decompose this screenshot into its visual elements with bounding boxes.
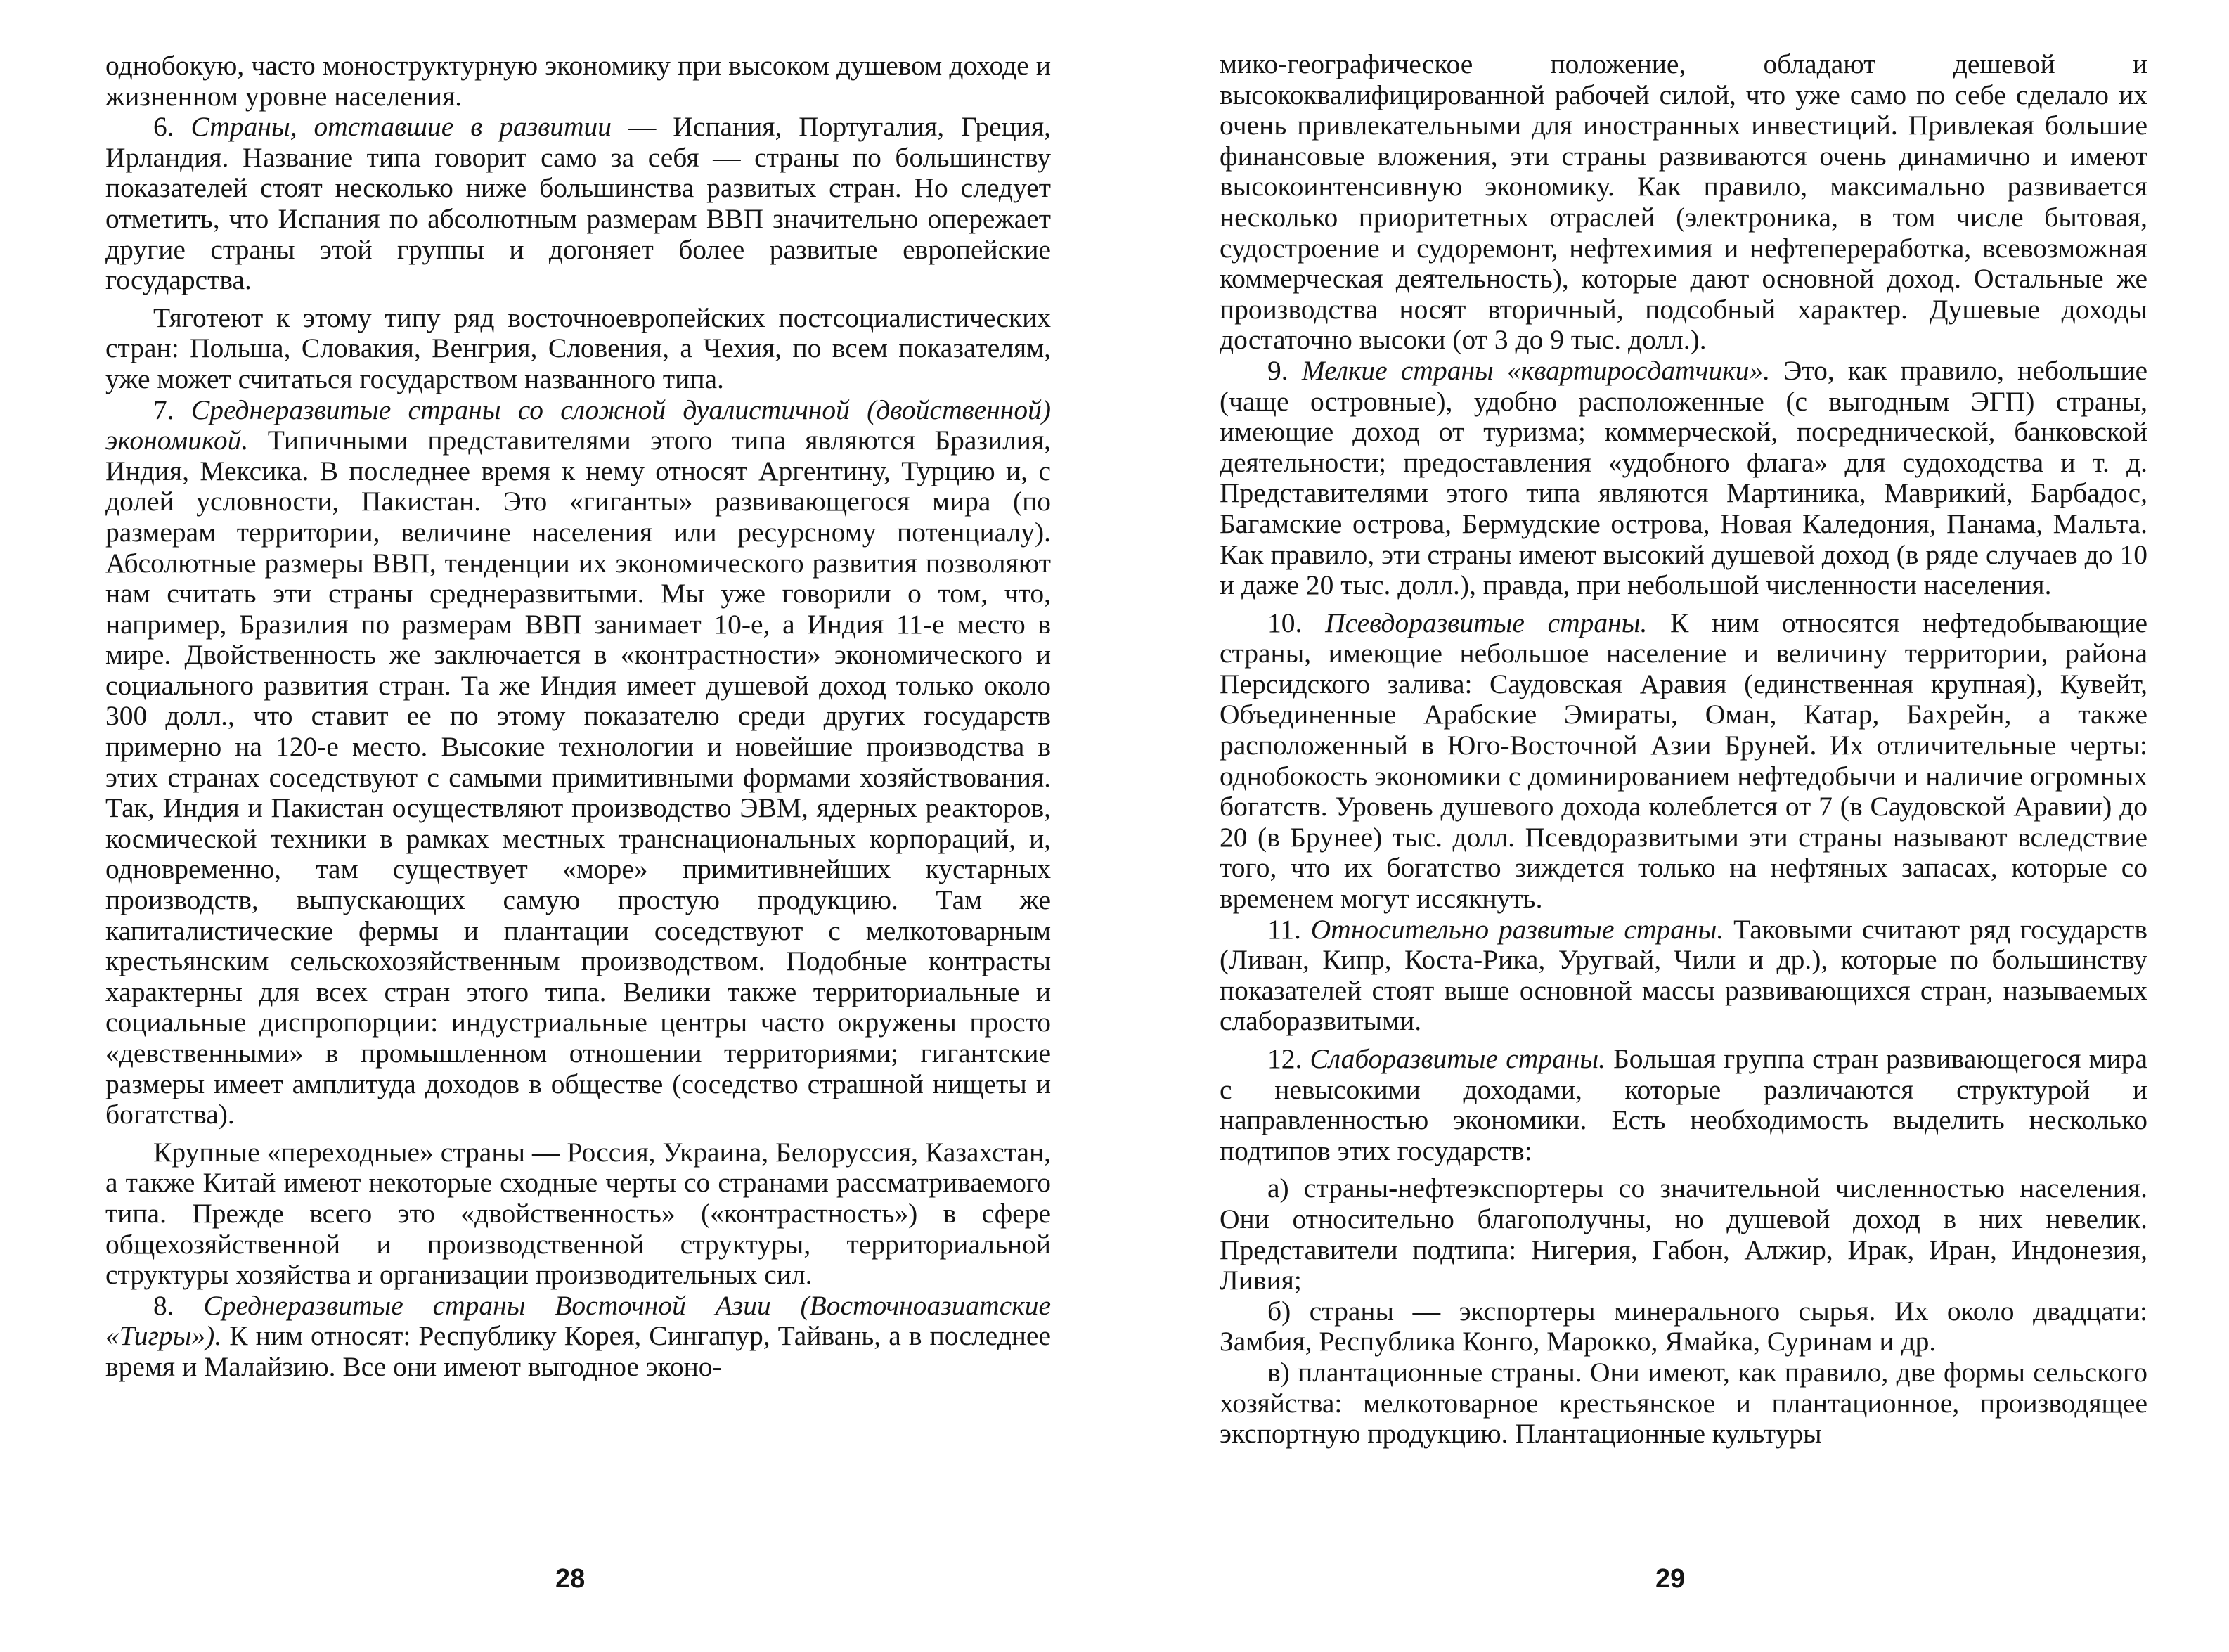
paragraph-text: а) страны-нефтеэкспортеры со значительной численностью населения. Они относительно благополучны, но душевой доход в них невелик. Представители подтипа: Нигерия, Габон, Алжир, Ирак, Иран, Индонезия, Ливия; (1220, 1173, 2147, 1296)
item-number: 10. (1267, 607, 1326, 638)
item-number: 12. (1267, 1043, 1310, 1074)
paragraph-text: Типичными представителями этого типа являются Бразилия, Индия, Мексика. В последнее время к нему относят Аргентину, Турцию и, с долей условности, Пакистан. Это «гиганты» развивающегося мира (по размерам территории, величине населения или ресурсному потенциалу). Абсолютные размеры ВВП, тенденции их экономического развития позволяют нам считать эти страны среднеразвитыми. Мы уже говорили о том, что, например, Бразилия по размерам ВВП занимает 10-е, а Индия 11-е место в мире. Двойственность же заключается в «контрастности» экономического и социального развития стран. Та же Индия имеет душевой доход только около 300 долл., что ставит ее по этому показателю среди других государств примерно на 120-е место. Высокие технологии и новейшие производства в этих странах соседствуют с самыми примитивными формами хозяйствования. Так, Индия и Пакистан осуществляют производство ЭВМ, ядерных реакторов, космической техники в рамках местных транснациональных корпораций, и, одновременно, там существует «море» примитивнейших кустарных производств, выпускающих самую простую продукцию. Там же капиталистические фермы и плантации соседствуют с мелкотоварным крестьянским сельскохозяйственным производством. Подобные контрасты характерны для всех стран этого типа. Велики также территориальные и социальные диспропорции: индустриальные центры часто окружены просто «девственными» в промышленном отношении территориями; гигантские размеры имеет амплитуда доходов в обществе (соседство страшной нищеты и богатства). (105, 425, 1051, 1130)
item-number: 9. (1267, 354, 1302, 386)
paragraph-text: Крупные «переходные» страны — Россия, Украина, Белоруссия, Казахстан, а также Китай имеют некоторые сходные черты со странами рассматриваемого типа. Прежде всего это «двойственность» («контрастность») в сфере общехозяйственной и производственной структуры, территориальной структуры хозяйства и организации производительных сил. (105, 1136, 1051, 1291)
paragraph-text: Это, как правило, небольшие (чаще островные), удобно расположенные (с выгодным ЭГП) страны, имеющие доход от туризма; коммерческой, посреднической, банковской деятельности; предоставления «удобного флага» для судоходства и т. д. Представителями этого типа являются Мартиника, Маврикий, Барбадос, Багамские острова, Бермудские острова, Новая Каледония, Панама, Мальта. Как правило, эти страны имеют высокий душевой доход (в ряде случаев до 10 и даже 20 тыс. долл.), правда, при небольшой численности населения. (1220, 354, 2147, 601)
left-page (105, 0, 1051, 1652)
subtype-b (1220, 1296, 2147, 1357)
paragraph-text: б) страны — экспортеры минерального сырья. Их около двадцати: Замбия, Республика Конго, Марокко, Ямайка, Суринам и др. (1220, 1295, 2147, 1357)
type-heading: Слаборазвитые страны. (1310, 1043, 1605, 1074)
type-heading: Относительно развитые страны. (1310, 913, 1724, 945)
type-heading: Псевдоразвитые страны. (1325, 607, 1648, 638)
paragraph (1220, 49, 2147, 356)
paragraph-type-10 (1220, 608, 2147, 915)
type-heading: Страны, отставшие в развитии (190, 111, 612, 143)
paragraph-type-9 (1220, 356, 2147, 601)
paragraph-text: К ним относятся нефтедобывающие страны, имеющие небольшое население и величину территории, района Персидского залива: Саудовская Аравия (единственная крупная), Кувейт, Объединенные Арабские Эмираты, Оман, Катар, Бахрейн, а также расположенный в Юго-Восточной Азии Бруней. Их отличительные черты: однобокость экономики с доминированием нефтедобычи и наличие огромных богатств. Уровень душевого дохода колеблется от 7 (в Саудовской Аравии) до 20 (в Брунее) тыс. долл. Псевдоразвитыми эти страны называют вследствие того, что их богатство зиждется только на нефтяных запасах, которые со временем могут иссякнуть. (1220, 607, 2148, 915)
paragraph (105, 1137, 1051, 1291)
paragraph-type-6 (105, 112, 1051, 296)
paragraph-text: — Испания, Португалия, Греция, Ирландия. Название типа говорит само за себя — страны по большинству показателей стоят несколько ниже большинства развитых стран. Но следует отметить, что Испания по абсолютным размерам ВВП значительно опережает другие страны этой группы и догоняет более развитые европейские государства. (105, 111, 1051, 296)
paragraph-type-11 (1220, 915, 2147, 1037)
paragraph-text: мико-географическое положение, обладают дешевой и высококвалифицированной рабочей силой, что уже само по себе сделало их очень привлекательными для иностранных инвестиций. Привлекая большие финансовые вложения, эти страны развиваются очень динамично и имеют высокоинтенсивную экономику. Как правило, максимально развивается несколько приоритетных отраслей (электроника, в том числе бытовая, судостроение и судоремонт, нефтехимия и нефтепереработка, всевозможная коммерческая деятельность), которые дают основной доход. Остальные же производства носят вторичный, подсобный характер. Душевые доходы достаточно высоки (от 3 до 9 тыс. долл.). (1220, 49, 2147, 356)
paragraph-type-8 (105, 1291, 1051, 1383)
paragraph-text: в) плантационные страны. Они имеют, как правило, две формы сельского хозяйства: мелкотоварное крестьянское и плантационное, производящее экспортную продукцию. Плантационные культуры (1220, 1356, 2147, 1450)
item-number: 6. (153, 111, 191, 143)
page-number: 29 (1655, 1564, 1686, 1594)
page-number: 28 (555, 1564, 586, 1594)
subtype-a (1220, 1173, 2147, 1296)
type-heading: Мелкие страны «квартиросдатчики». (1301, 354, 1771, 386)
item-number: 8. (153, 1289, 204, 1321)
type-heading: Среднеразвитые страны со сложной дуалистичной (двойственной) экономикой. (105, 394, 1052, 456)
type-heading: Среднеразвитые страны Восточной Азии (Восточноазиатские «Тигры»). (105, 1289, 1051, 1352)
item-number: 11. (1267, 913, 1311, 945)
paragraph-text: Большая группа стран развивающегося мира с невысокими доходами, которые различаются структурой и направленностью экономики. Есть необходимость выделить несколько подтипов этих государств: (1220, 1043, 2147, 1166)
paragraph-text: К ним относят: Республику Корея, Сингапур, Тайвань, а в последнее время и Малайзию. Все они имеют выгодное эконо- (105, 1320, 1051, 1382)
paragraph-text: Тяготеют к этому типу ряд восточноевропейских постсоциалистических стран: Польша, Словакия, Венгрия, Словения, а Чехия, по всем показателям, уже может считаться государством названного типа. (105, 302, 1051, 394)
item-number: 7. (153, 394, 191, 425)
right-page (1220, 0, 2147, 1652)
paragraph-text: Таковыми считают ряд государств (Ливан, Кипр, Коста-Рика, Уругвай, Чили и др.), которые по большинству показателей стоят выше основной массы развивающихся стран, называемых слаборазвитыми. (1220, 913, 2147, 1037)
paragraph-type-12 (1220, 1044, 2147, 1166)
paragraph-text: однобокую, часто моноструктурную экономику при высоком душевом доходе и жизненном уровне населения. (105, 50, 1051, 112)
right-page-text (1220, 49, 2147, 1450)
subtype-c (1220, 1357, 2147, 1450)
paragraph (105, 303, 1051, 395)
paragraph (105, 51, 1051, 112)
left-page-text (105, 51, 1051, 1383)
paragraph-type-7 (105, 395, 1051, 1130)
